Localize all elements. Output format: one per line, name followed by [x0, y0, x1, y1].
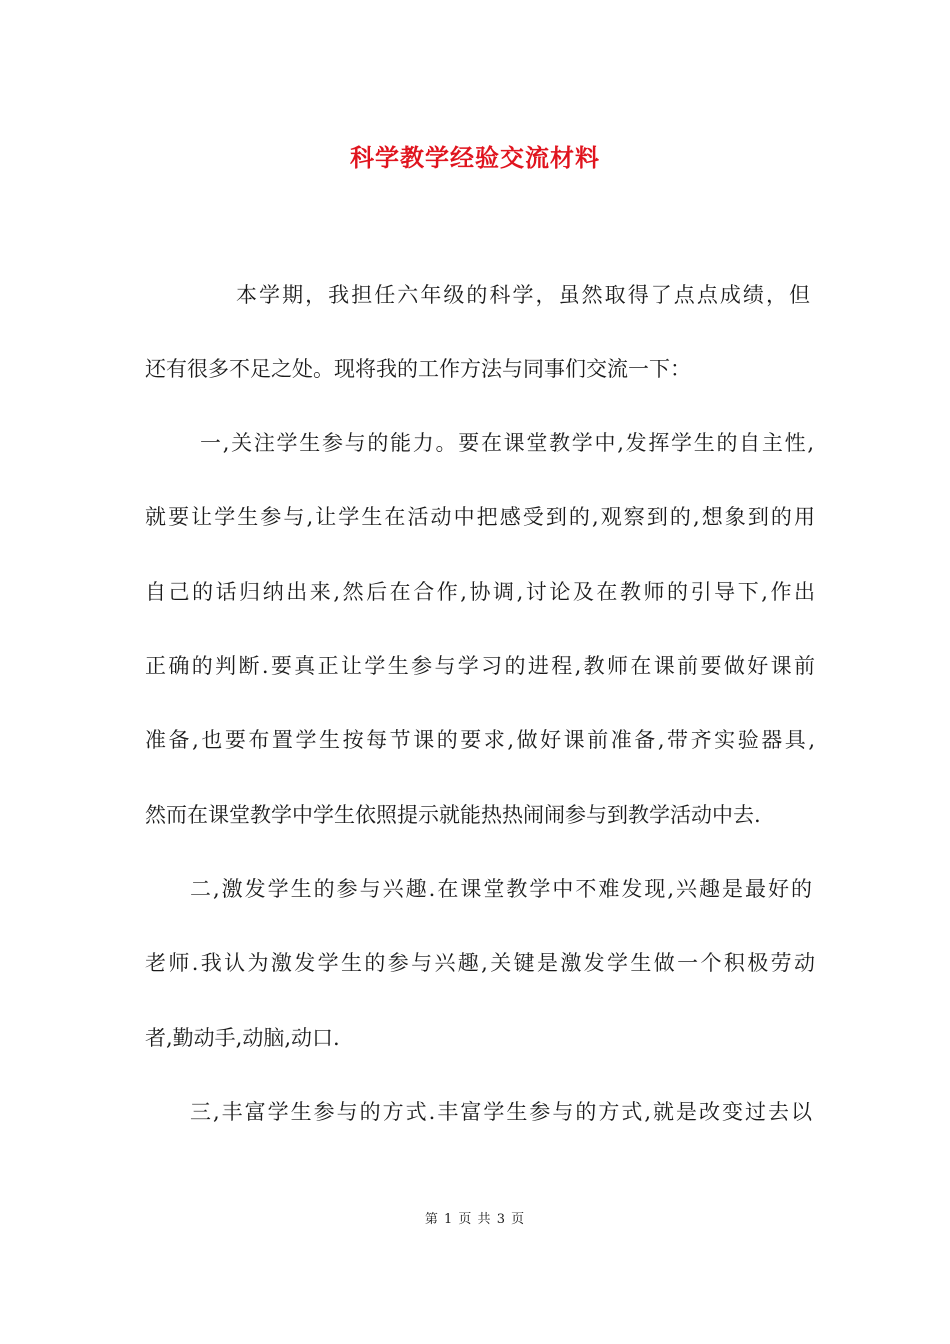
paragraph-line: 正确的判断.要真正让学生参与学习的进程,教师在课前要做好课前	[145, 654, 815, 678]
document-title: 科学教学经验交流材料	[350, 143, 600, 172]
paragraph-line: 还有很多不足之处。现将我的工作方法与同事们交流一下：	[145, 357, 691, 381]
paragraph-line: 本学期，我担任六年级的科学，虽然取得了点点成绩，但	[236, 283, 810, 307]
paragraph-line: 者,勤动手,动脑,动口.	[145, 1026, 340, 1050]
paragraph-line: 一,关注学生参与的能力。要在课堂教学中,发挥学生的自主性,	[200, 431, 814, 455]
page-number: 第 1 页 共 3 页	[424, 1212, 526, 1227]
paragraph-line: 然而在课堂教学中学生依照提示就能热热闹闹参与到教学活动中去.	[145, 803, 761, 827]
paragraph-line: 二,激发学生的参与兴趣.在课堂教学中不难发现,兴趣是最好的	[190, 877, 812, 901]
paragraph-line: 三,丰富学生参与的方式.丰富学生参与的方式,就是改变过去以	[190, 1100, 812, 1124]
paragraph-line: 就要让学生参与,让学生在活动中把感受到的,观察到的,想象到的用	[145, 505, 815, 529]
paragraph-line: 老师.我认为激发学生的参与兴趣,关键是激发学生做一个积极劳动	[145, 951, 815, 975]
paragraph-line: 准备,也要布置学生按每节课的要求,做好课前准备,带齐实验器具,	[145, 728, 815, 752]
paragraph-line: 自己的话归纳出来,然后在合作,协调,讨论及在教师的引导下,作出	[145, 580, 815, 604]
